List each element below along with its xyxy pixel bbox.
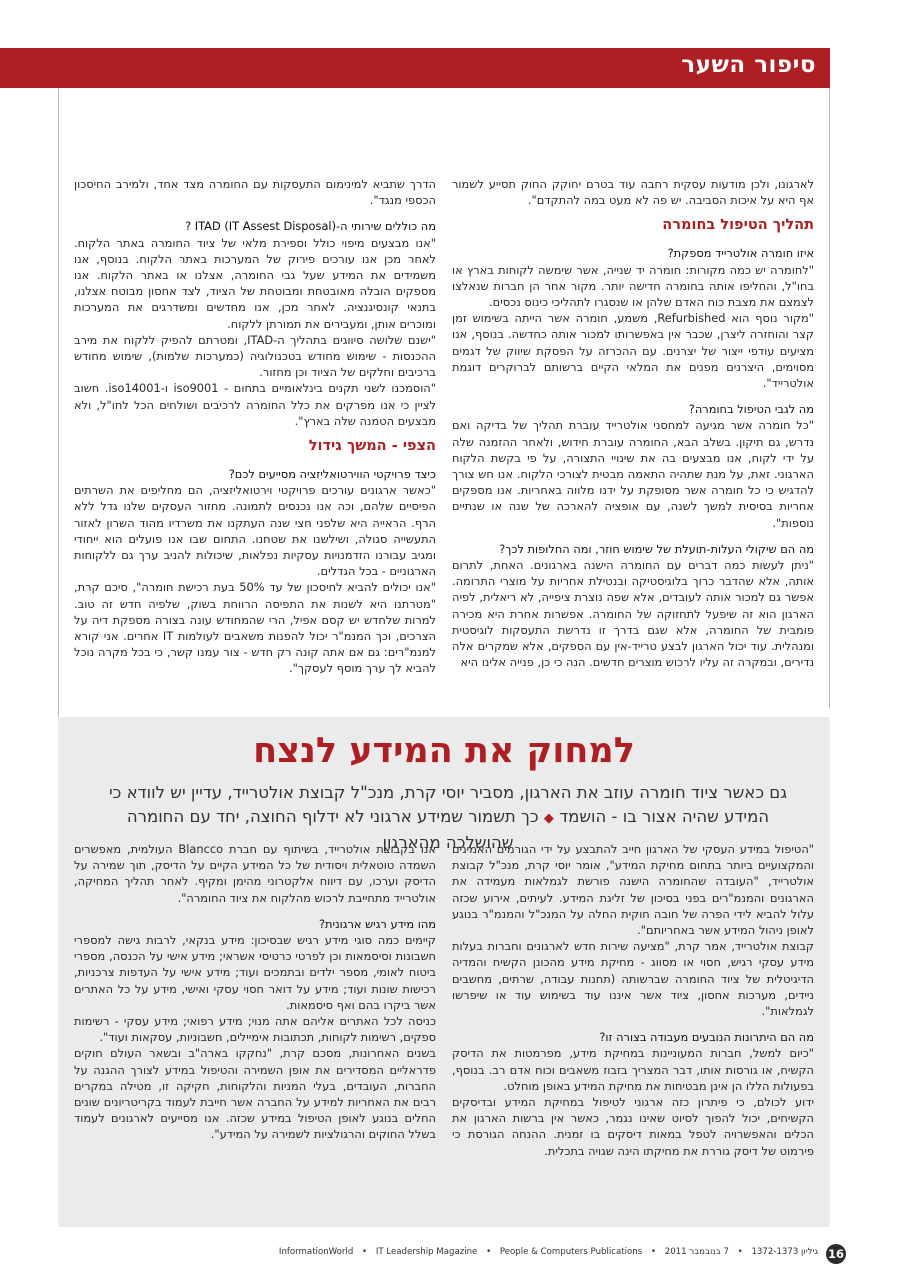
- page-number: 16: [826, 1244, 846, 1264]
- feature-column-left: [74, 841, 436, 1143]
- question-heading: מה הם שיקולי העלות-תועלת של שימוש חוזר, ומה החלופות לכך?: [499, 541, 814, 556]
- feature-title: למחוק את המידע לנצח: [253, 731, 635, 771]
- diamond-icon: ◆: [543, 811, 554, 826]
- header-bar: [0, 48, 830, 88]
- paragraph: הדרך שתביא למינימום התעסקות עם החומרה מצד אחד, ולמירב החיסכון הכספי מנגד".: [74, 177, 436, 208]
- article-column-left: [74, 176, 436, 677]
- frame-right-line: [829, 88, 830, 708]
- footer-magazine: IT Leadership Magazine: [375, 1247, 478, 1257]
- footer-site: InformationWorld: [278, 1247, 354, 1257]
- section-title: סיפור השער: [681, 52, 816, 78]
- question-heading: מה כוללים שירותי ה-ITAD (IT Assest Disposal) ?: [185, 219, 436, 234]
- footer-date: 7 בנובמבר 2011: [664, 1247, 729, 1257]
- paragraph: ידוע לכולם, כי פיתרון כזה ארגוני לטיפול במחיקת המידע ובדיסקים הקשיחים, יכול להפוך לסיוט שאינו נגמר, כאשר אין ברשות הארגון את הכלים והאפשרויה לטפל במאות דיסקים בו זמנית. ההנחה הגורסת כי פירמוט של דיסק גוררת את מחיקתו הינה שגויה בתכלית.: [452, 1095, 814, 1158]
- paragraph: "כיום למשל, חברות המעוניינות במחיקת מידע, מפרמטות את הדיסק הקשיח, או גורסות אותו, דבר המצריך בזבוז משאבים וכוח אדם רב. בנוסף, בפעולות הללו הן אינן מבטיחות את מחיקת המידע באופן מוחלט.: [452, 1046, 814, 1093]
- paragraph: לארגונו, ולכן מודעות עסקית רחבה עוד בטרם יחוקק החוק תסייע לשמור אף היא על איכות הסביבה. יש פה לא מעט במה להתקדם".: [452, 177, 814, 208]
- frame-left-line: [58, 88, 59, 717]
- question-heading: איזו חומרה אולטרייד מספקת?: [667, 246, 814, 261]
- paragraph: "הטיפול במידע העסקי של הארגון חייב להתבצע על ידי הגורמים האמינים והמקצועיים ביותר בתחום מחיקת המידע", אומר יוסי קרת, מנכ"ל קבוצת אולטרייד, "העובדה שהחומרה הישנה פורשת לגמלאות מעמידה את הארגונים והמנמ"רים בפני בסיכון של זליגת המידע. לעיתים, אירוע שכזה עלול להביא לידי הפרה של חובה חוקית החלה על המנכ"ל והמנמ"ר בנוגע לאופן ניהול המידע אשר באחריותם".: [452, 842, 814, 938]
- paragraph: "אנו מבצעים מיפוי כולל וספירת מלאי של ציוד החומרה באתר הלקוח. לאחר מכן אנו עורכים פירוק של המערכות באתר הלקוח. בנוסף, אנו משמידים את המידע שעל גבי החומרה, אצלנו או באתר הלקוח. אנו מספקים הובלה מאובטחת ומבוטחת של הציוד, לצד אחסון מבוטח אצלנו, בתנאי קונסיגנציה. לאחר מכן, אנו מחדשים ומשדרגים את המערכות ומוכרים אותן, ומעבירים את תמורתן ללקוח.: [74, 235, 436, 331]
- footer-publisher: People & Computers Publications: [499, 1247, 643, 1257]
- page-footer: [0, 1244, 852, 1264]
- paragraph: אנו בקבוצת אולטרייד, בשיתוף עם חברת Blancco העולמית, מאפשרים השמדה טוטאלית ויסודית של כל המידע הקיים על הדיסק, תוך שמירה על הדיסק וערכו, עם דיווח אלקטרוני מהימן ומקיף. לאחר תהליך המחיקה, אולטרייד מתחייבת לרכוש מהלקוח את ציוד החומרה".: [74, 842, 436, 905]
- feature-column-right: [452, 841, 814, 1159]
- section-heading: תהליך הטיפול בחומרה: [662, 217, 814, 234]
- feature-lead-part1: גם כאשר ציוד חומרה עוזב את הארגון, מסביר יוסי קרת, מנכ"ל קבוצת אולטרייד, עדיין יש לוודא כי המידע שהיה אצור בו - הושמד: [108, 783, 788, 826]
- separator-dot-icon: •: [362, 1247, 368, 1257]
- paragraph: כניסה לכל האתרים אליהם אתה מנוי; מידע רפואי; מידע עסקי - רשימות ספקים, רשימות לקוחות, תכתובות אימיילים, חשבוניות, עסקאות ועוד".: [74, 1014, 436, 1045]
- paragraph: "אנו יכולים להביא לחיסכון של עד 50% בעת רכישת חומרה", סיכם קרת, "מטרתנו היא לשנות את התפיסה הרווחת בשוק, שלפיה חדש זה טוב. למרות שלחדש יש קסם אפיל, הרי שהמחודש עונה בצורה מספקת דיה על הצרכים, וכך המנמ"ר יכול להפנות משאבים לעולמות IT אחרים. אני קורא למנמ"רים: גם אם אתה קונה רק חדש - צור עמנו קשר, כי בכל מקרה נוכל להביא לך ערך מוסף לעסקך".: [74, 580, 437, 676]
- separator-dot-icon: •: [650, 1247, 656, 1257]
- separator-dot-icon: •: [486, 1247, 492, 1257]
- question-heading: מהו מידע רגיש ארגונית?: [319, 916, 436, 931]
- paragraph: קבוצת אולטרייד, אמר קרת, "מציעה שירות חדש לארגונים וחברות בעלות מידע עסקי רגיש, חסוי או מסווג - מחיקת מידע מהכונן הקשיח והמדיה הדיגיטלית של ציוד החומרה שברשותה (תחנות עבודה, שרתים, מחשבים ניידים, מערכות אחסון, ציוד אשר איננו עוד בשימוש עוד או שיפרשו לגמלאות".: [452, 939, 814, 1019]
- paragraph: "מקור נוסף הוא Refurbished, משמע, חומרה אשר הייתה בשימוש זמן קצר והוחזרה ליצרן, שכבר אין באפשרותו למכור אותה כחדשה. בנוסף, אנו מציעים עודפי ייצור של יצרנים. עם ההכרזה על הפסקת שיווק של דגמים מסוימים, היצרנים מפנים את המלאי הקיים ברשותם לברוקרים דוגמת אולטרייד".: [452, 311, 814, 391]
- paragraph: "כל חומרה אשר מגיעה למחסני אולטרייד עוברת תהליך של בדיקה ואם נדרש, גם תיקון. בשלב הבא, החומרה עוברת חידוש, ולאחר ההזמנה שלה על ידי לקוח, אנו מבצעים בה את שינויי התצורה, על פי בקשת הלקוח הארגוני. זאת, על מנת שתהיה התאמה מבטית לצורכי הלקוח. אנו חש צורך להדגיש כי כל חומרה אשר מסופקת על ידנו מלווה באחריות. אנו מספקים אחריות בסיסית למשך לשנה, עם אופציה להארכה של שנה או שנתיים נוספות".: [452, 418, 814, 530]
- article-column-right: [452, 176, 814, 670]
- section-heading: הצפי - המשך גידול: [308, 438, 436, 455]
- paragraph: קיימים כמה סוגי מידע רגיש שבסיכון: מידע בנקאי, לרבות גישה למספרי חשבונות וסיסמאות וכן לפרטי כרטיסי אשראי; מידע אישי על הכנסה, מספרי ביטוח לאומי, מספר ילדים ובתמכים ועוד; מידע אישי על העדפות צרכניות, רכישות שונות ועוד; מידע על דואר חסוי עסקי ואישי, מידע על כל האתרים אשר ביקרו בהם ואף סיסמאות.: [74, 933, 436, 1012]
- paragraph: "כאשר ארגונים עורכים פרויקטי וירטואליזציה, הם מחליפים את השרתים הפיסיים שלהם, וכה אנו נכנסים לתמונה. מחזור העסקים שלנו גדל ללא הרף. הראייה היא שלפני חצי שנה העתקנו את משרדיו מהוד השרון לאזור התעשייה סגולה, ושילשנו את שטחנו. התחום שבו אנו פועלים הוא ייחודי ומגיב עבורנו הזדמנויות עסקיות נפלאות, שיכולות להניב ערך גם ללקוחות הארגוניים - בכל הגדלים.: [74, 483, 436, 579]
- question-heading: כיצד פרויקטי הווירטואליזציה מסייעים לכם?: [228, 467, 436, 482]
- paragraph: "ניתן לעשות כמה דברים עם החומרה הישנה בארגונים. האחת, לתרום אותה, אלא שהדבר כרוך בלוגיסטיקה ובנטילת אחריות על מוצרי התרומה. אפשר גם למכור אותה לעובדים, אלא שפה נוצרת ציפייה, לא ריאלית, לפיה הארגון הוא זה שיפעל לתחזוקה של החומרה. אפשרות אחרת היא מכירה פומבית של החומרה, אלא שגם בדרך זו נדרשת התעסקות לוגיסטית ומנהלית. עוד יכול הארגון לבצע טרייד-אין עם הספקים, אלא שמקרים אלה נדירים, ובמקרה זה עליו לרכוש מוצרים חדשים. הנה כי כן, פנייה אלינו היא: [452, 558, 814, 670]
- question-heading: מה הם היתרונות הנובעים מעבודה בצורה זו?: [599, 1030, 814, 1045]
- paragraph: "ישנם שלושה סיווגים בתהליך ה-ITAD, ומטרתם להפיק ללקוח את מירב ההכנסות - שימוש מחודש בטכנולוגיה (כמערכות שלמות), שימוש מחודש ברכיבים וחלקים של הציוד וכן מחזור.: [74, 332, 436, 380]
- paragraph: "לחומרה יש כמה מקורות: חומרה יד שנייה, אשר שימשה לקוחות בארץ או בחו"ל, והחליפו אותה בחומרה חדישה יותר. מקור אחר הן חברות שנאלצו לצמצם את מצבת כוח האדם שלהן או שנסגרו לתהליכי כינוס נכסים.: [452, 262, 814, 310]
- feature-box: [58, 717, 830, 1227]
- separator-dot-icon: •: [737, 1247, 743, 1257]
- question-heading: מה לגבי הטיפול בחומרה?: [688, 402, 814, 417]
- footer-issue: גיליון 1372-1373: [751, 1247, 818, 1257]
- footer-credits: [279, 1247, 818, 1257]
- paragraph: "הוסמכנו לשני תקנים בינלאומיים בתחום - iso9001 ו-iso14001. חשוב לציין כי אנו מפרקים את כלל החומרה לרכיבים ושולחים הכל לחו"ל, ולא מבצעים הטמנה שלה בארץ".: [74, 381, 436, 428]
- paragraph: בשנים האחרונות, מסכם קרת, "נחקקו בארה"ב ובשאר העולם חוקים פדראליים המסדירים את אופן השמירה והטיפול במידע לצורך ההגנה על החברות, העובדים, בעלי המניות והלקוחות, חקיקה זו, מטילה במקרים רבים את האחריות למידע על החברה אשר חייבת לעמוד בקריטריונים שונים החלים בנוגע לאופן הטיפול במידע שכזה. אנו מסייעים לארגונים לעמוד בשלל החוקים והרגולציות לשמירה על המידע".: [74, 1046, 436, 1142]
- feature-lead-part2: כך תשמור שמידע ארגוני לא ידלוף החוצה, יחד עם החומרה שהושלכה מהארגון: [126, 807, 539, 852]
